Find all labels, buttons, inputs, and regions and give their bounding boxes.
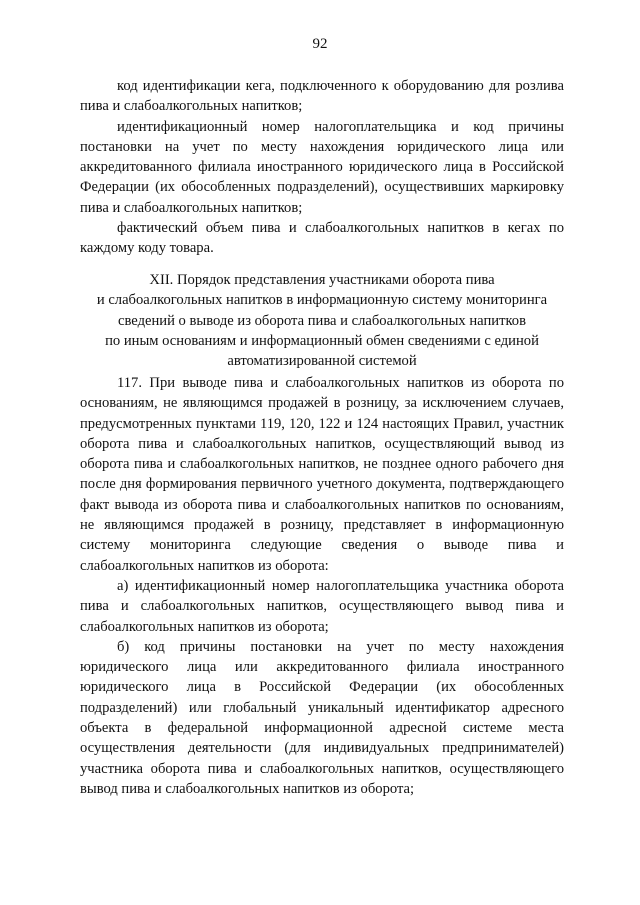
- section-heading: [80, 270, 564, 371]
- subitem-a: а) идентификационный номер налогоплательщика участника оборота пива и слабоалкогольных напитков, осуществляющего вывод пива и слабоалкогольных напитков из оборота;: [80, 577, 564, 635]
- heading-line: по иным основаниям и информационный обмен сведениями с единой: [105, 332, 539, 349]
- continued-list: [80, 76, 564, 259]
- section-body: [80, 373, 564, 799]
- page-number: 92: [312, 36, 328, 52]
- heading-line: сведений о выводе из оборота пива и слабоалкогольных напитков: [118, 312, 526, 329]
- subitem-b: б) код причины постановки на учет по месту нахождения юридического лица или аккредитованного филиала иностранного юридического лица в Российской Федерации (их обособленных подразделений) или глобальный уникальный идентификатор адресного объекта в федеральной информационной адресной системе места осуществления деятельности (для индивидуальных предпринимателей) участника оборота пива и слабоалкогольных напитков, осуществляющего вывод пива и слабоалкогольных напитков из оборота;: [80, 638, 564, 797]
- heading-line: и слабоалкогольных напитков в информационную систему мониторинга: [96, 292, 548, 309]
- list-item: идентификационный номер налогоплательщика и код причины постановки на учет по месту нахождения юридического лица или аккредитованного филиала иностранного юридического лица в Российской Федерации (их обособленных подразделений), осуществивших маркировку пива и слабоалкогольных напитков;: [80, 118, 564, 216]
- paragraph-117: 117. При выводе пива и слабоалкогольных напитков из оборота по основаниям, не являющимся продажей в розницу, за исключением случаев, предусмотренных пунктами 119, 120, 122 и 124 настоящих Правил, участник оборота пива и слабоалкогольных напитков, осуществляющий вывод из оборота пива и слабоалкогольных напитков, не позднее одного рабочего дня после дня формирования первичного учетного документа, подтверждающего факт вывода из оборота пива и слабоалкогольных напитков по основаниям, не являющимся продажей в розницу, представляет в информационную систему мониторинга следующие сведения о выводе пива и слабоалкогольных напитков из оборота:: [80, 375, 564, 574]
- list-item: фактический объем пива и слабоалкогольных напитков в кегах по каждому коду товара.: [80, 220, 564, 257]
- heading-line: автоматизированной системой: [227, 353, 417, 370]
- list-item: код идентификации кега, подключенного к оборудованию для розлива пива и слабоалкогольных напитков;: [80, 78, 564, 115]
- heading-line: XII. Порядок представления участниками оборота пива: [149, 272, 495, 288]
